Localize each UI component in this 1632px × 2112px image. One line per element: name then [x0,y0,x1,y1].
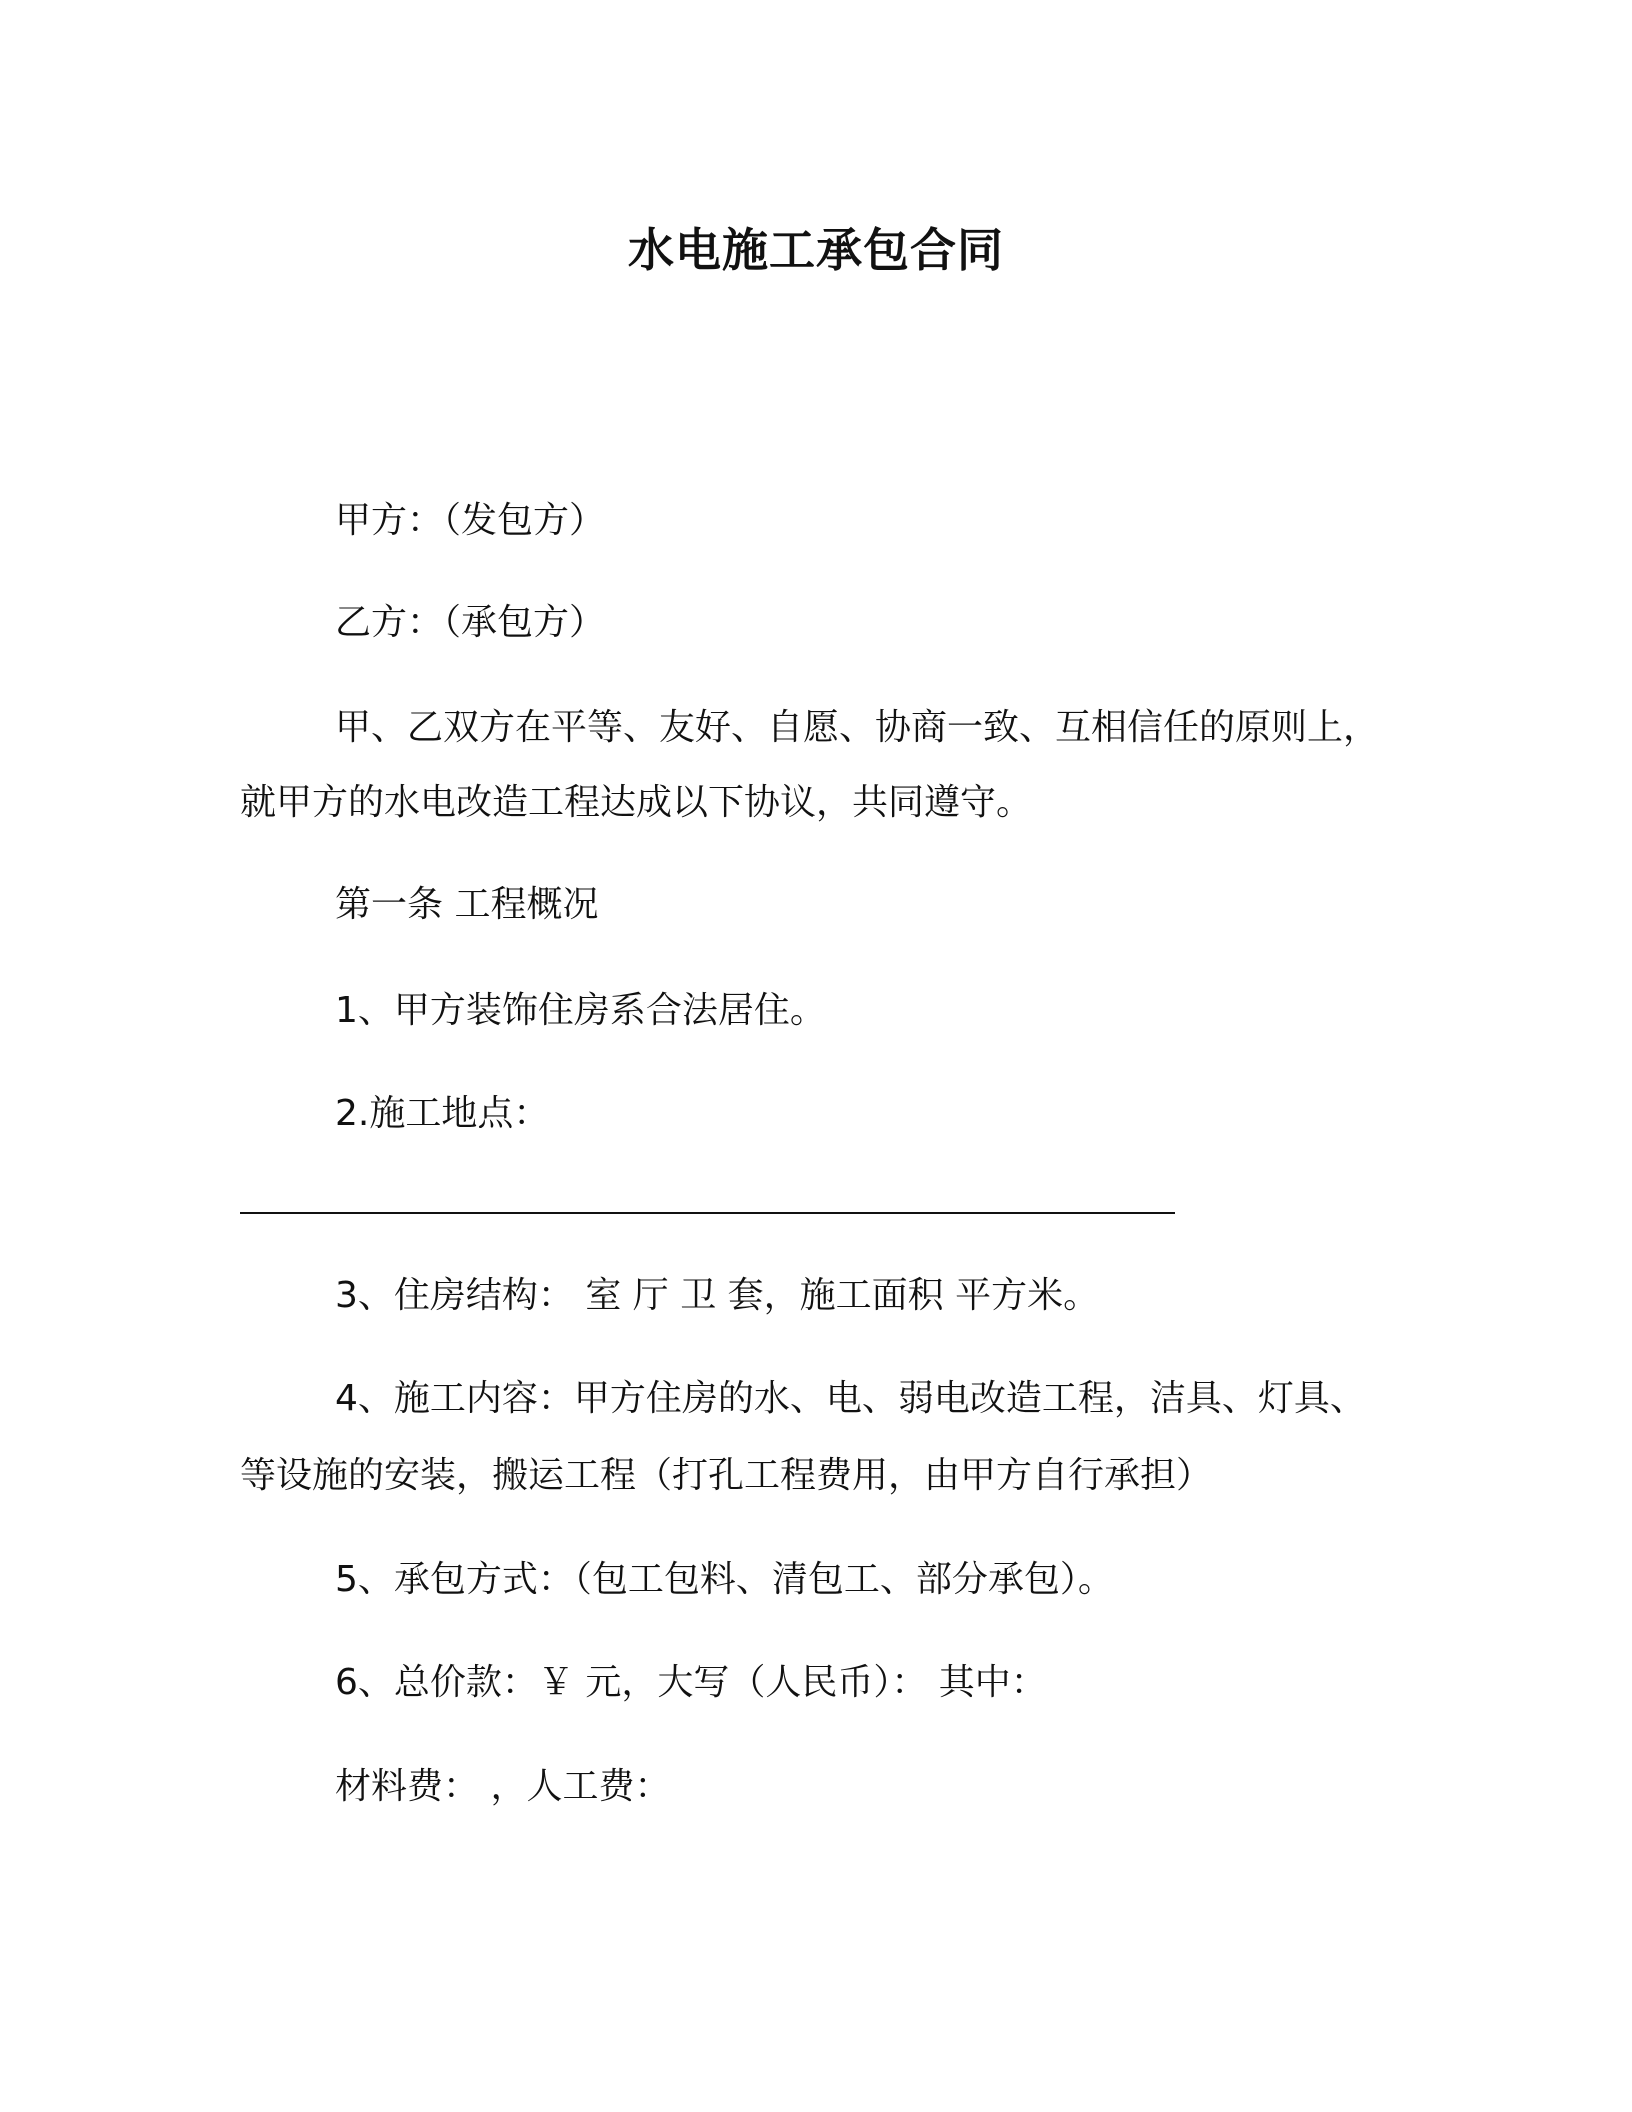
fees-line: 材料费： ，人工费： [335,1766,671,1807]
item-4-line-2: 等设施的安装，搬运工程（打孔工程费用，由甲方自行承担） [240,1455,1213,1496]
item-5-contract-mode: 5、承包方式：（包工包料、清包工、部分承包）。 [335,1559,1114,1600]
preamble-line-2: 就甲方的水电改造工程达成以下协议，共同遵守。 [240,782,1033,823]
preamble-line-1: 甲、乙双方在平等、友好、自愿、协商一致、互相信任的原则上， [335,707,1380,748]
blank-fill-line [240,1212,1175,1214]
item-4-line-1: 4、施工内容：甲方住房的水、电、弱电改造工程，洁具、灯具、 [335,1378,1366,1419]
item-1: 1、甲方装饰住房系合法居住。 [335,990,826,1031]
article-1-heading: 第一条 工程概况 [335,884,599,925]
party-b-line: 乙方：（承包方） [335,602,606,643]
item-3-structure: 3、住房结构： 室 厅 卫 套，施工面积 平方米。 [335,1275,1100,1316]
party-a-line: 甲方：（发包方） [335,500,606,541]
item-6-total-price: 6、总价款：￥ 元，大写（人民币）： 其中： [335,1662,1047,1703]
item-2-site: 2.施工地点： [335,1093,550,1134]
page-title: 水电施工承包合同 [628,223,1004,277]
